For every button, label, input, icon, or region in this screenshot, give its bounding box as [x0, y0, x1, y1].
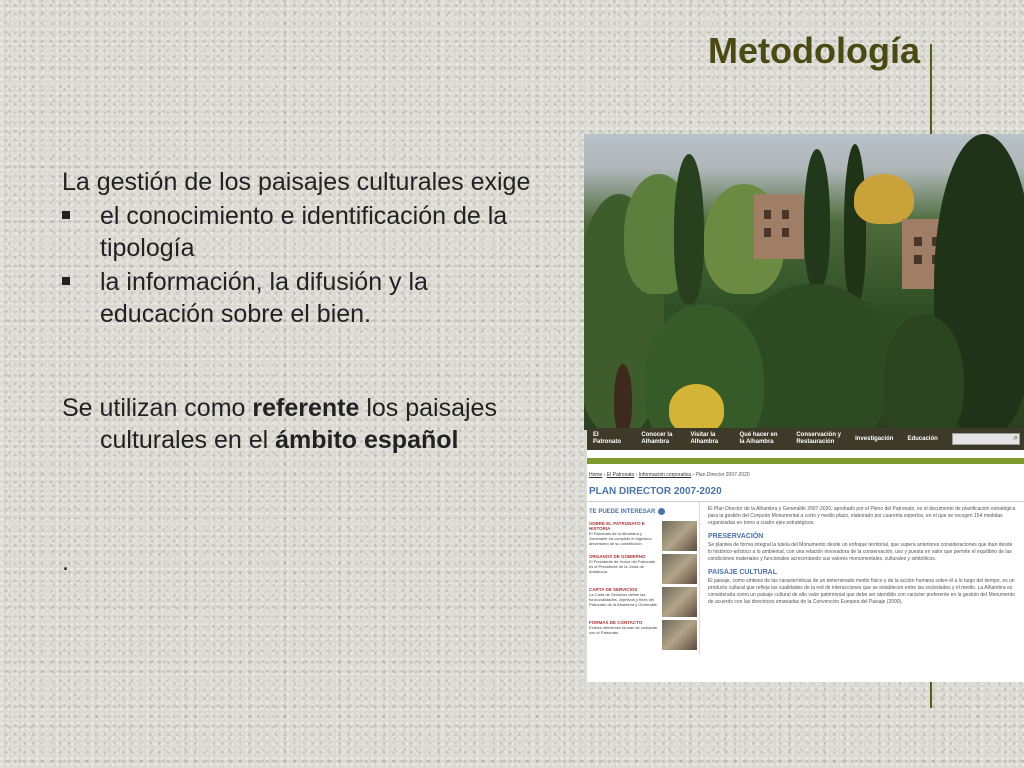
site-sidebar	[587, 502, 700, 655]
square-bullet-icon	[62, 211, 70, 219]
breadcrumb-current: Plan Director 2007-2020	[695, 472, 750, 478]
sidebar-thumbnail[interactable]	[662, 521, 697, 551]
site-nav-bar	[587, 428, 1024, 450]
sidebar-item-desc: El Presidente de Honor del Patronato es el Presidente de la Junta de Andalucía.	[589, 559, 656, 574]
slide-body	[62, 166, 532, 578]
sidebar-item-text	[589, 587, 660, 617]
breadcrumb-link[interactable]: El Patronato	[606, 472, 635, 478]
intro-text: El Plan Director de la Alhambra y Generalife 2007-2020, aprobado por el Pleno del Patronato, es el documento de planificación estratégica para la gestión del Conjunto Monumental a corto y medio plazo, elaborado por cuarenta expertos, en el que se recogen 154 medidas organizadas en torno a cuatro ejes estratégicos.	[708, 506, 1016, 526]
nav-item[interactable]: Investigación	[855, 435, 894, 442]
sidebar-thumbnail[interactable]	[662, 620, 697, 650]
breadcrumb-link[interactable]: Home	[589, 472, 603, 478]
bullet-text: la información, la difusión y la educación sobre el bien.	[100, 268, 428, 328]
sidebar-item-text	[589, 554, 660, 584]
sidebar-item-desc: La Carta de Servicios define las funcionalidades, objetivos y fines del Patronato de la Alhambra y Generalife.	[589, 592, 658, 607]
sidebar-item[interactable]	[589, 554, 697, 584]
sidebar-item-text	[589, 521, 660, 551]
breadcrumb: Home › El Patronato › Información corporativa › Plan Director 2007-2020	[589, 472, 750, 478]
section-title: PRESERVACIÓN	[708, 533, 764, 540]
nav-item[interactable]: Conservación y Restauración	[796, 432, 842, 445]
breadcrumb-link[interactable]: Información corporativa	[638, 472, 692, 478]
bold-referente: referente	[252, 394, 360, 422]
site-search-input[interactable]	[952, 433, 1020, 445]
bullet-item	[62, 266, 532, 330]
section-text: El paisaje, como síntesis de las características de un determinado medio físico y de la acción humana sobre él a lo largo del tiempo, es un producto cultural que refleja las cualidades de la red de interacciones que se establecen entre las sociedades y el medio. La Alhambra es considerada como un paisaje cultural de alto valor patrimonial que debe ser atendido con carácter preferente en la gestión del Monumento de acuerdo con las directrices emanadas de la Convención Europea del Paisaje (2000).	[708, 578, 1015, 605]
alhambra-landscape-photo	[584, 134, 1024, 430]
section-text: Se plantea de forma integral la tutela del Monumento desde un enfoque territorial, que supera anteriores consideraciones que iban desde lo histórico-artístico a lo ambiental, con una relación innovadora de la conservación, uso y puesta en valor que permite el equilibrio de las condiciones materiales y funcionales acrecentando sus valores monumentales, culturales y simbólicos.	[708, 542, 1013, 562]
sidebar-item-desc: El Patronato de la Alhambra y Generalife ha cumplido el trigésimo aniversario de su constitución.	[589, 531, 652, 546]
sidebar-heading-text: TE PUEDE INTERESAR	[589, 508, 656, 515]
search-icon[interactable]: ⌕	[1013, 433, 1018, 442]
sidebar-thumbnail[interactable]	[662, 587, 697, 617]
bullet-text: el conocimiento e identificación de la tipología	[100, 202, 508, 262]
chevron-circle-icon	[658, 508, 665, 515]
sidebar-item-title[interactable]: CARTA DE SERVICIOS	[589, 587, 638, 592]
sidebar-item[interactable]	[589, 521, 697, 551]
nav-item[interactable]: Educación	[907, 435, 938, 442]
site-main-content	[700, 502, 1024, 655]
referente-paragraph	[62, 392, 532, 456]
sidebar-thumbnail[interactable]	[662, 554, 697, 584]
sidebar-item-title[interactable]: SOBRE EL PATRONATO E HISTORIA	[589, 521, 645, 531]
sidebar-item-title[interactable]: FORMAS DE CONTACTO	[589, 620, 643, 625]
sidebar-item-title[interactable]: ÓRGANOS DE GOBIERNO	[589, 554, 646, 559]
website-screenshot	[587, 428, 1024, 682]
trailing-dot: .	[62, 548, 69, 576]
section-title: PAISAJE CULTURAL	[708, 569, 777, 576]
slide-title: Metodología	[708, 30, 920, 71]
text-run: Se utilizan como	[62, 394, 253, 422]
intro-paragraph: La gestión de los paisajes culturales exige	[62, 168, 531, 196]
nav-item[interactable]: Qué hacer en la Alhambra	[739, 432, 778, 445]
bottom-divider-line	[930, 680, 932, 708]
nav-item[interactable]: Conocer la Alhambra	[641, 432, 673, 445]
title-divider-line	[930, 44, 932, 136]
sidebar-item[interactable]	[589, 587, 697, 617]
sidebar-heading	[589, 508, 697, 515]
sidebar-item[interactable]	[589, 620, 697, 650]
sidebar-item-desc: Existen diferentes formas de contactar con el Patronato.	[589, 625, 658, 635]
sidebar-item-text	[589, 620, 660, 650]
site-page-heading: PLAN DIRECTOR 2007-2020	[587, 480, 1024, 502]
nav-item[interactable]: El Patronato	[593, 432, 622, 445]
text-run: los paisajes culturales en el	[100, 394, 497, 454]
bold-ambito: ámbito español	[275, 426, 459, 454]
square-bullet-icon	[62, 277, 70, 285]
nav-item[interactable]: Visitar la Alhambra	[690, 432, 719, 445]
bullet-item	[62, 200, 532, 264]
